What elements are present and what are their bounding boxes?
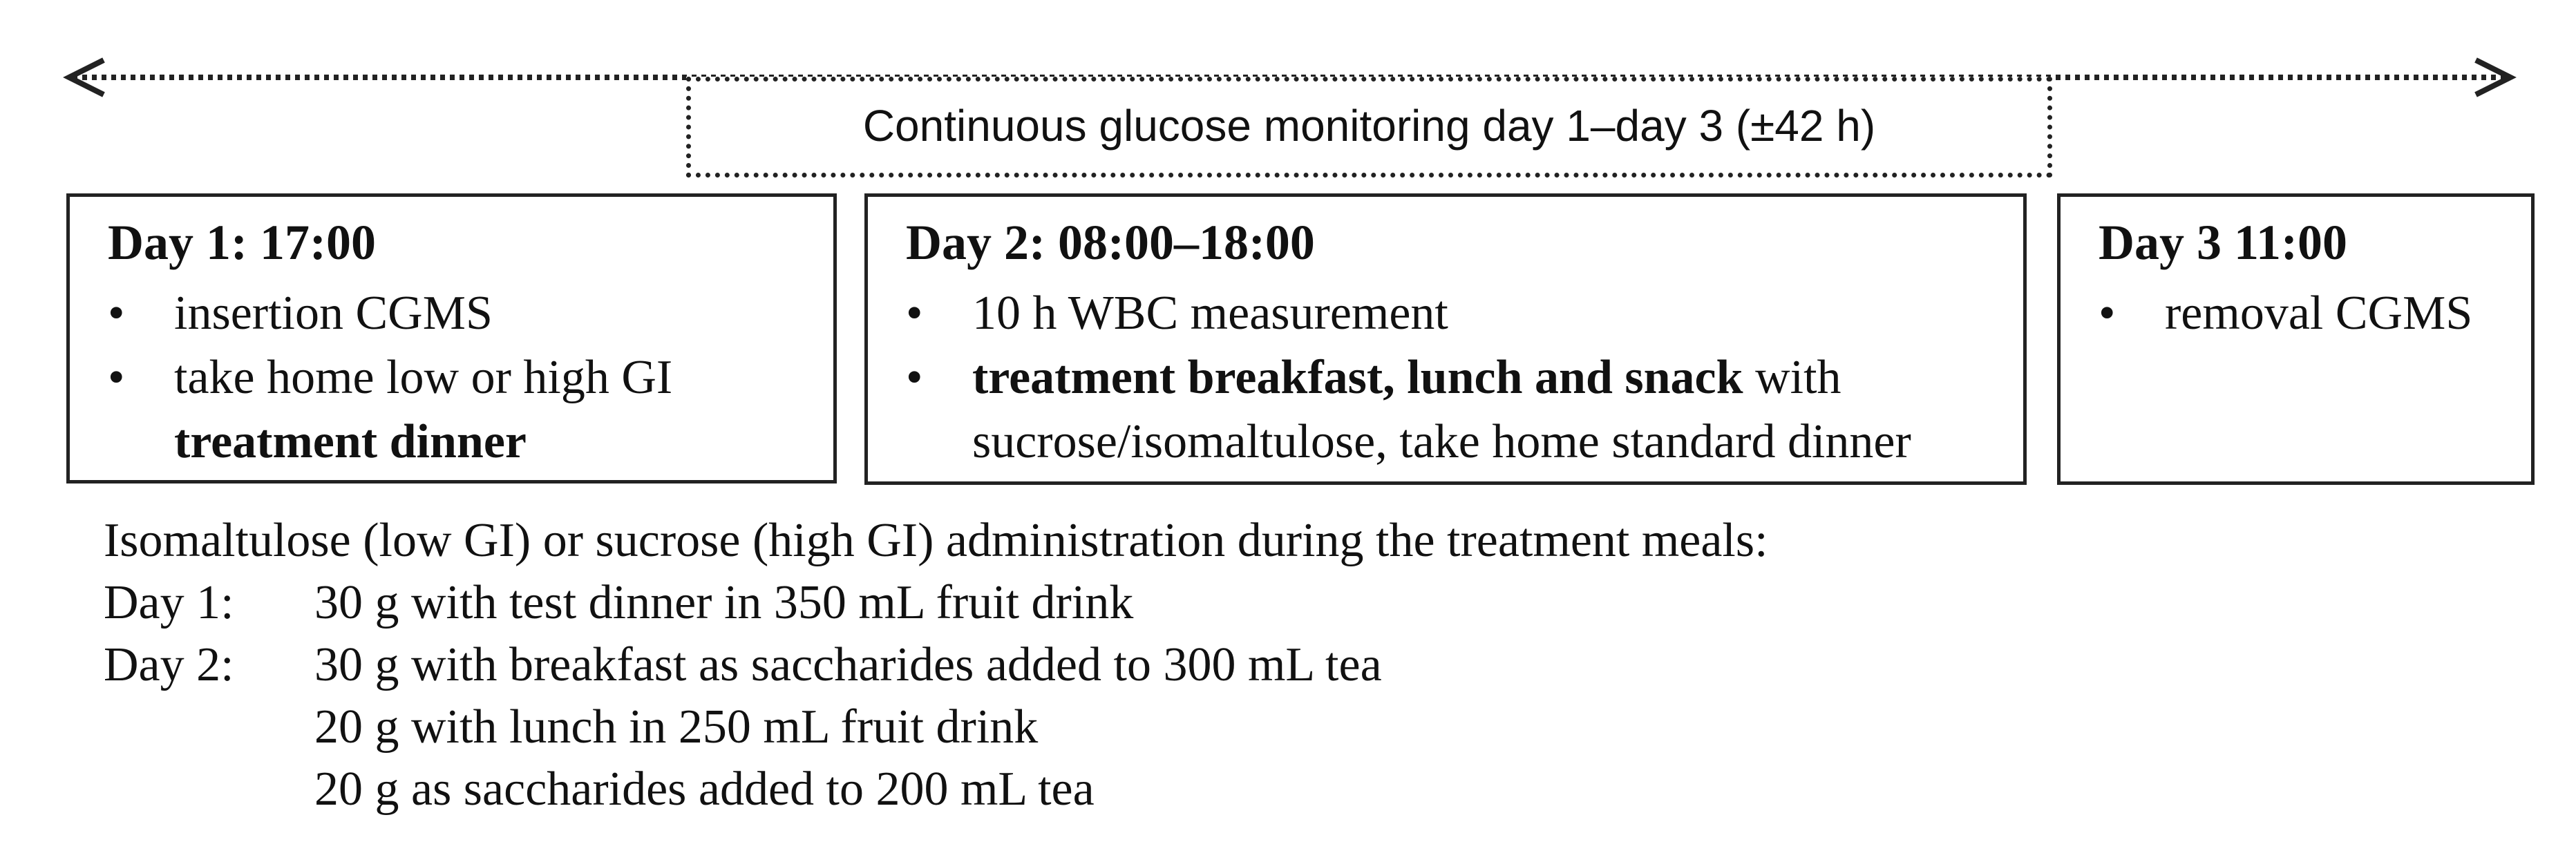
administration-heading-row	[104, 510, 1768, 572]
administration-row	[104, 758, 1768, 821]
administration-heading: Isomaltulose (low GI) or sucrose (high GI) administration during the treatment meals:	[104, 514, 1768, 567]
day2-bullet-2-after: with	[1743, 351, 1841, 404]
day2-box	[864, 193, 2027, 485]
day1-bullet-list	[108, 281, 672, 474]
day2-bullet-2-bold: treatment breakfast, lunch and snack	[972, 351, 1743, 404]
bullet-icon: •	[906, 351, 923, 404]
administration-row	[104, 572, 1768, 634]
administration-row	[104, 696, 1768, 758]
bullet-icon: •	[2099, 287, 2116, 340]
day1-title: Day 1: 17:00	[108, 215, 376, 270]
day2-title: Day 2: 08:00–18:00	[906, 215, 1315, 270]
list-item	[906, 345, 1911, 474]
administration-detail: 20 g with lunch in 250 mL fruit drink	[314, 700, 1039, 754]
day3-title: Day 3 11:00	[2099, 215, 2347, 270]
day1-bullet-1: insertion CGMS	[174, 287, 493, 340]
list-item	[108, 281, 672, 345]
administration-detail: 30 g with breakfast as saccharides added to 300 mL tea	[314, 638, 1382, 691]
list-item	[906, 281, 1911, 345]
bullet-icon: •	[906, 287, 923, 340]
bullet-icon: •	[108, 287, 125, 340]
administration-day-label: Day 2:	[104, 638, 234, 691]
bullet-icon: •	[108, 351, 125, 404]
list-item	[2099, 281, 2472, 345]
administration-detail: 30 g with test dinner in 350 mL fruit drink	[314, 576, 1134, 629]
day3-bullet-1: removal CGMS	[2165, 287, 2473, 340]
cgm-period-label: Continuous glucose monitoring day 1–day 3 (±42 h)	[862, 101, 1876, 151]
day1-bullet-2-line2: treatment dinner	[174, 415, 527, 468]
list-item	[108, 345, 672, 474]
administration-detail: 20 g as saccharides added to 200 mL tea	[314, 763, 1095, 816]
day2-bullet-list	[906, 281, 1911, 474]
day3-box	[2057, 193, 2535, 485]
administration-row	[104, 634, 1768, 696]
day3-bullet-list	[2099, 281, 2472, 345]
administration-block	[104, 510, 1768, 821]
cgm-period-box	[686, 77, 2052, 178]
day1-bullet-2-line1: take home low or high GI	[174, 351, 673, 404]
day1-box	[66, 193, 837, 483]
day2-bullet-1: 10 h WBC measurement	[972, 287, 1448, 340]
administration-day-label: Day 1:	[104, 576, 234, 629]
day2-bullet-2-line2: sucrose/isomaltulose, take home standard dinner	[972, 415, 1911, 468]
